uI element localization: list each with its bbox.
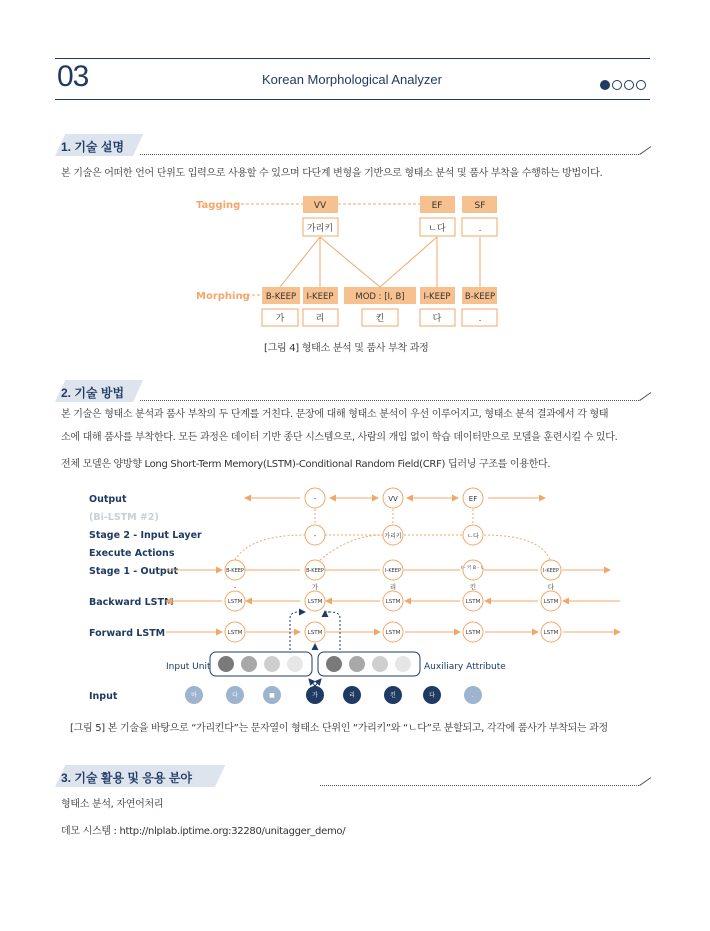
section-2-body-line3: 전체 모델은 양방향 Long Short-Term Memory(LSTM)-Conditional Random Field(CRF) 딥러닝 구조를 이용한다.: [61, 459, 551, 470]
figure-5-diagram: [0, 480, 710, 715]
page-title: Korean Morphological Analyzer: [262, 72, 442, 87]
section-2-body-line2: 소에 대해 품사를 부착한다. 모든 과정은 데이터 기반 종단 시스템으로, 사람의 개입 없이 학습 데이터만으로 모델을 훈련시킬 수 있다.: [61, 432, 618, 443]
morph-tag-box: B-KEEP: [464, 292, 496, 302]
forward-lstm-node: LSTM: [385, 630, 401, 636]
stage1-node: B-KEEP: [306, 568, 324, 574]
stage2-node: 가리키: [384, 533, 402, 540]
output-node: EF: [468, 495, 478, 503]
forward-lstm-node: LSTM: [227, 630, 243, 636]
bilstm-label: (Bi-LSTM #2): [89, 512, 159, 523]
morph-tag-box: MOD : [I, B]: [355, 292, 405, 302]
header-top-rule: [55, 58, 650, 59]
section-2-body-line1: 본 기술은 형태소 분석과 품사 부착의 두 단계를 거친다. 문장에 대해 형태소 분석이 우선 이루어지고, 형태소 분석 결과에서 각 형태: [61, 409, 609, 420]
stage1-node: I-KEEP: [385, 568, 401, 574]
stage1-char: 리: [389, 583, 397, 591]
forward-lstm-label: Forward LSTM: [89, 628, 166, 639]
tagging-label: Tagging: [196, 200, 241, 211]
stage2-node: -: [313, 532, 317, 540]
section-2-heading: [55, 380, 651, 406]
input-char-node: 다: [429, 692, 435, 699]
stage1-label: Stage 1 - Output: [89, 566, 178, 577]
page-dot: [624, 80, 634, 90]
backward-lstm-node: LSTM: [543, 599, 559, 605]
morph-tag-box: I-KEEP: [306, 292, 334, 302]
word-box: ㄴ다: [428, 224, 446, 234]
morph-tag-box: B-KEEP: [265, 292, 297, 302]
section-1-body: 본 기술은 어떠한 언어 단위도 입력으로 사용할 수 있으며 다단계 변형을 기반으로 형태소 분석 및 품사 부착을 수행하는 방법이다.: [61, 168, 603, 179]
demo-system-link[interactable]: 데모 시스템 : http://nlplab.iptime.org:32280/unitagger_demo/: [61, 826, 346, 837]
word-box: 가리키: [306, 224, 334, 234]
section-2-title: 2. 기술 방법: [61, 386, 125, 400]
tag-box: SF: [474, 201, 486, 211]
stage1-node: B-KEEP: [226, 568, 244, 574]
stage1-char: 킨: [469, 583, 477, 591]
figure-4-diagram: [0, 190, 710, 335]
forward-lstm-node: LSTM: [543, 630, 559, 636]
char-box: 리: [315, 314, 325, 324]
morph-tag-box: I-KEEP: [423, 292, 451, 302]
forward-lstm-node: LSTM: [465, 630, 481, 636]
stage2-node: ㄴ다: [467, 533, 479, 540]
figure-5-caption: [그림 5] 본 기술을 바탕으로 “가리킨다”는 문자열이 형태소 단위인 “가리키”와 “ㄴ다”로 분할되고, 각각에 품사가 부착되는 과정: [70, 723, 608, 734]
input-char-node: ■: [269, 692, 275, 699]
stage1-char: -: [233, 583, 237, 591]
input-char-node: 가: [312, 692, 318, 699]
backward-lstm-node: LSTM: [385, 599, 401, 605]
input-char-node: .: [472, 692, 474, 699]
output-node: VV: [388, 495, 398, 503]
backward-lstm-node: LSTM: [465, 599, 481, 605]
input-char-node: 리: [349, 692, 355, 699]
char-box: .: [478, 314, 482, 324]
section-3-title: 3. 기술 활용 및 응용 분야: [61, 771, 193, 785]
backward-lstm-node: LSTM: [227, 599, 243, 605]
input-char-node: 킨: [390, 692, 396, 699]
input-char-node: 다: [232, 692, 238, 699]
page-dot-active: [600, 80, 610, 90]
input-label: Input: [89, 691, 118, 702]
section-1-heading: [55, 134, 651, 160]
figure-4-caption: [그림 4] 형태소 분석 및 품사 부착 과정: [264, 343, 429, 354]
stage1-node: I - 키 B - ㄴ: [461, 566, 485, 571]
page-dot: [636, 80, 646, 90]
auxiliary-attribute-label: Auxiliary Attribute: [424, 662, 506, 672]
backward-lstm-label: Backward LSTM: [89, 597, 174, 608]
section-3-heading: [55, 765, 651, 791]
page-number: 03: [57, 60, 89, 93]
stage2-label: Stage 2 - Input Layer: [89, 530, 202, 541]
output-node: -: [313, 495, 317, 503]
forward-lstm-node: LSTM: [307, 630, 323, 636]
word-box: .: [478, 224, 482, 234]
backward-lstm-node: LSTM: [307, 599, 323, 605]
page-dot: [612, 80, 622, 90]
output-label: Output: [89, 494, 127, 505]
morphing-label: Morphing: [196, 291, 250, 302]
tag-box: EF: [431, 201, 443, 211]
section-1-title: 1. 기술 설명: [61, 140, 125, 154]
input-unit-label: Input Unit: [166, 662, 211, 672]
input-char-node: 바: [191, 692, 197, 699]
char-box: 킨: [375, 314, 385, 324]
execute-actions-label: Execute Actions: [89, 548, 175, 559]
stage1-char: 다: [547, 583, 555, 591]
section-3-line1: 형태소 분석, 자연어처리: [61, 799, 164, 810]
char-box: 가: [275, 314, 285, 324]
stage1-node: I-KEEP: [543, 568, 559, 574]
header-bottom-rule: [55, 99, 650, 100]
page-indicator: [600, 75, 648, 94]
tag-box: VV: [313, 201, 327, 211]
stage1-char: 가: [311, 583, 319, 591]
char-box: 다: [432, 314, 442, 324]
